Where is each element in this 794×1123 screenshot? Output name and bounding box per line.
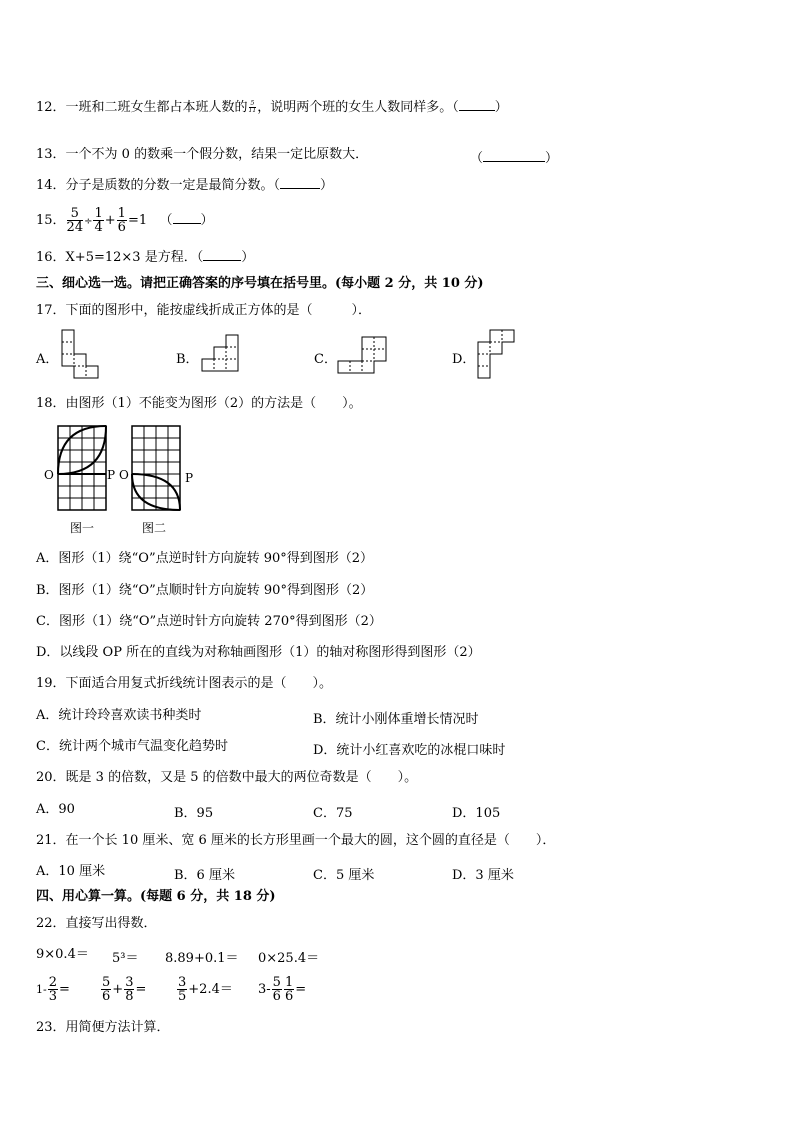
q22-row2-expr2: $\frac{5}{6}$ + $\frac{3}{8}$ = [102,975,147,1004]
q17-option-b-label[interactable]: B． [176,352,199,367]
q19-option-d[interactable]: D．统计小红喜欢吃的冰棍口味时 [313,743,506,758]
answer-blank[interactable] [203,249,241,261]
question-23: 23．用简便方法计算． [36,1020,170,1035]
q19-option-c[interactable]: C．统计两个城市气温变化趋势时 [36,739,228,754]
q17-net-a [62,330,102,382]
q21-option-b[interactable]: B．6 厘米 [174,868,235,883]
fig1-point-p: P [107,468,116,482]
q21-option-d[interactable]: D．3 厘米 [452,868,514,883]
question-16: 16．X+5=12×3 是方程．（ ） [36,250,255,265]
question-22: 22．直接写出得数． [36,916,157,931]
q22-row1-expr2: 5³＝ [112,951,139,966]
q17-option-c-label[interactable]: C． [314,352,337,367]
q17-option-d-label[interactable]: D． [452,352,476,367]
q18-figures [44,426,204,538]
fraction: $\frac{2}{3}$ [48,975,57,1004]
q18-option-d[interactable]: D．以线段 OP 所在的直线为对称轴画图形（1）的轴对称图形得到图形（2） [36,645,481,660]
q22-row1-expr4: 0×25.4＝ [258,951,320,966]
q22-row2-expr1: 1- $\frac{2}{3}$ = [36,975,70,1004]
q19-option-b[interactable]: B．统计小刚体重增长情况时 [313,712,479,727]
fraction: $\frac{1}{6}$ [117,206,126,235]
q22-row1-expr1: 9×0.4＝ [36,947,89,962]
answer-blank[interactable] [280,177,320,189]
question-15: 15． $\frac{5}{24}$ ÷ $\frac{1}{4}$ + $\frac{1}{6}$ =1 （ ） [36,206,214,235]
q20-option-b[interactable]: B．95 [174,806,214,821]
q21-option-a[interactable]: A．10 厘米 [36,864,106,879]
q13-text: 13．一个不为 0 的数乘一个假分数，结果一定比原数大． [36,147,369,162]
q22-row2-expr3: $\frac{3}{5}$ +2.4＝ [178,975,233,1004]
question-20: 20．既是 3 的倍数，又是 5 的倍数中最大的两位奇数是（ ）。 [36,770,418,785]
q13-answer: （ ） [470,151,559,166]
fig2-point-p: P [185,471,194,485]
question-18: 18．由图形（1）不能变为图形（2）的方法是（ ）。 [36,396,362,411]
question-14: 14．分子是质数的分数一定是最简分数。（ ） [36,178,334,193]
question-12: 12．一班和二班女生都占本班人数的 $\frac{5}{11}$ ，说明两个班的女生人数同样多。（ ） [36,100,508,115]
fraction: $\frac{5}{24}$ [66,206,84,235]
fig2-caption: 图二 [142,521,167,535]
q18-option-b[interactable]: B．图形（1）绕“O”点顺时针方向旋转 90°得到图形（2） [36,583,374,598]
q21-option-c[interactable]: C．5 厘米 [313,868,375,883]
fig1-caption: 图一 [70,521,95,535]
q18-option-a[interactable]: A．图形（1）绕“O”点逆时针方向旋转 90°得到图形（2） [36,551,374,566]
q20-option-a[interactable]: A．90 [36,802,75,817]
q20-option-c[interactable]: C．75 [313,806,353,821]
fraction: $\frac{1}{4}$ [94,206,103,235]
fraction: $\frac{1}{6}$ [284,975,294,1004]
fraction: $\frac{5}{6}$ [102,975,111,1004]
q19-option-a[interactable]: A．统计玲玲喜欢读书种类时 [36,708,202,723]
q17-net-d [478,330,518,382]
fraction: $\frac{3}{5}$ [178,975,187,1004]
q12-text: 12．一班和二班女生都占本班人数的 [36,100,248,115]
q17-option-a-label[interactable]: A． [36,352,59,367]
fraction: $\frac{5}{6}$ [272,975,281,1004]
question-21: 21．在一个长 10 厘米、宽 6 厘米的长方形里画一个最大的圆，这个圆的直径是（ ）． [36,833,556,848]
fraction: $\frac{3}{8}$ [125,975,134,1004]
section-3-heading: 三、细心选一选。请把正确答案的序号填在括号里。(每小题 2 分，共 10 分) [36,276,484,291]
q20-option-d[interactable]: D．105 [452,806,501,821]
q22-row1-expr3: 8.89+0.1＝ [165,951,239,966]
answer-blank[interactable] [459,99,495,111]
fig2-point-o: O [119,468,129,482]
answer-blank[interactable] [483,150,545,162]
q12-fraction: $\frac{5}{11}$ [248,100,257,114]
section-4-heading: 四、用心算一算。(每题 6 分，共 18 分) [36,889,276,904]
q17-net-c [338,337,390,379]
question-13 [36,147,368,163]
question-17: 17．下面的图形中，能按虚线折成正方体的是（ ）． [36,303,372,318]
q17-net-b [202,335,242,377]
q22-row2-expr4: 3- $\frac{5}{6}$ $\frac{1}{6}$ = [258,975,307,1004]
q18-option-c[interactable]: C．图形（1）绕“O”点逆时针方向旋转 270°得到图形（2） [36,614,382,629]
fig1-point-o: O [44,468,54,482]
question-19: 19．下面适合用复式折线统计图表示的是（ ）。 [36,676,333,691]
answer-blank[interactable] [173,212,201,224]
